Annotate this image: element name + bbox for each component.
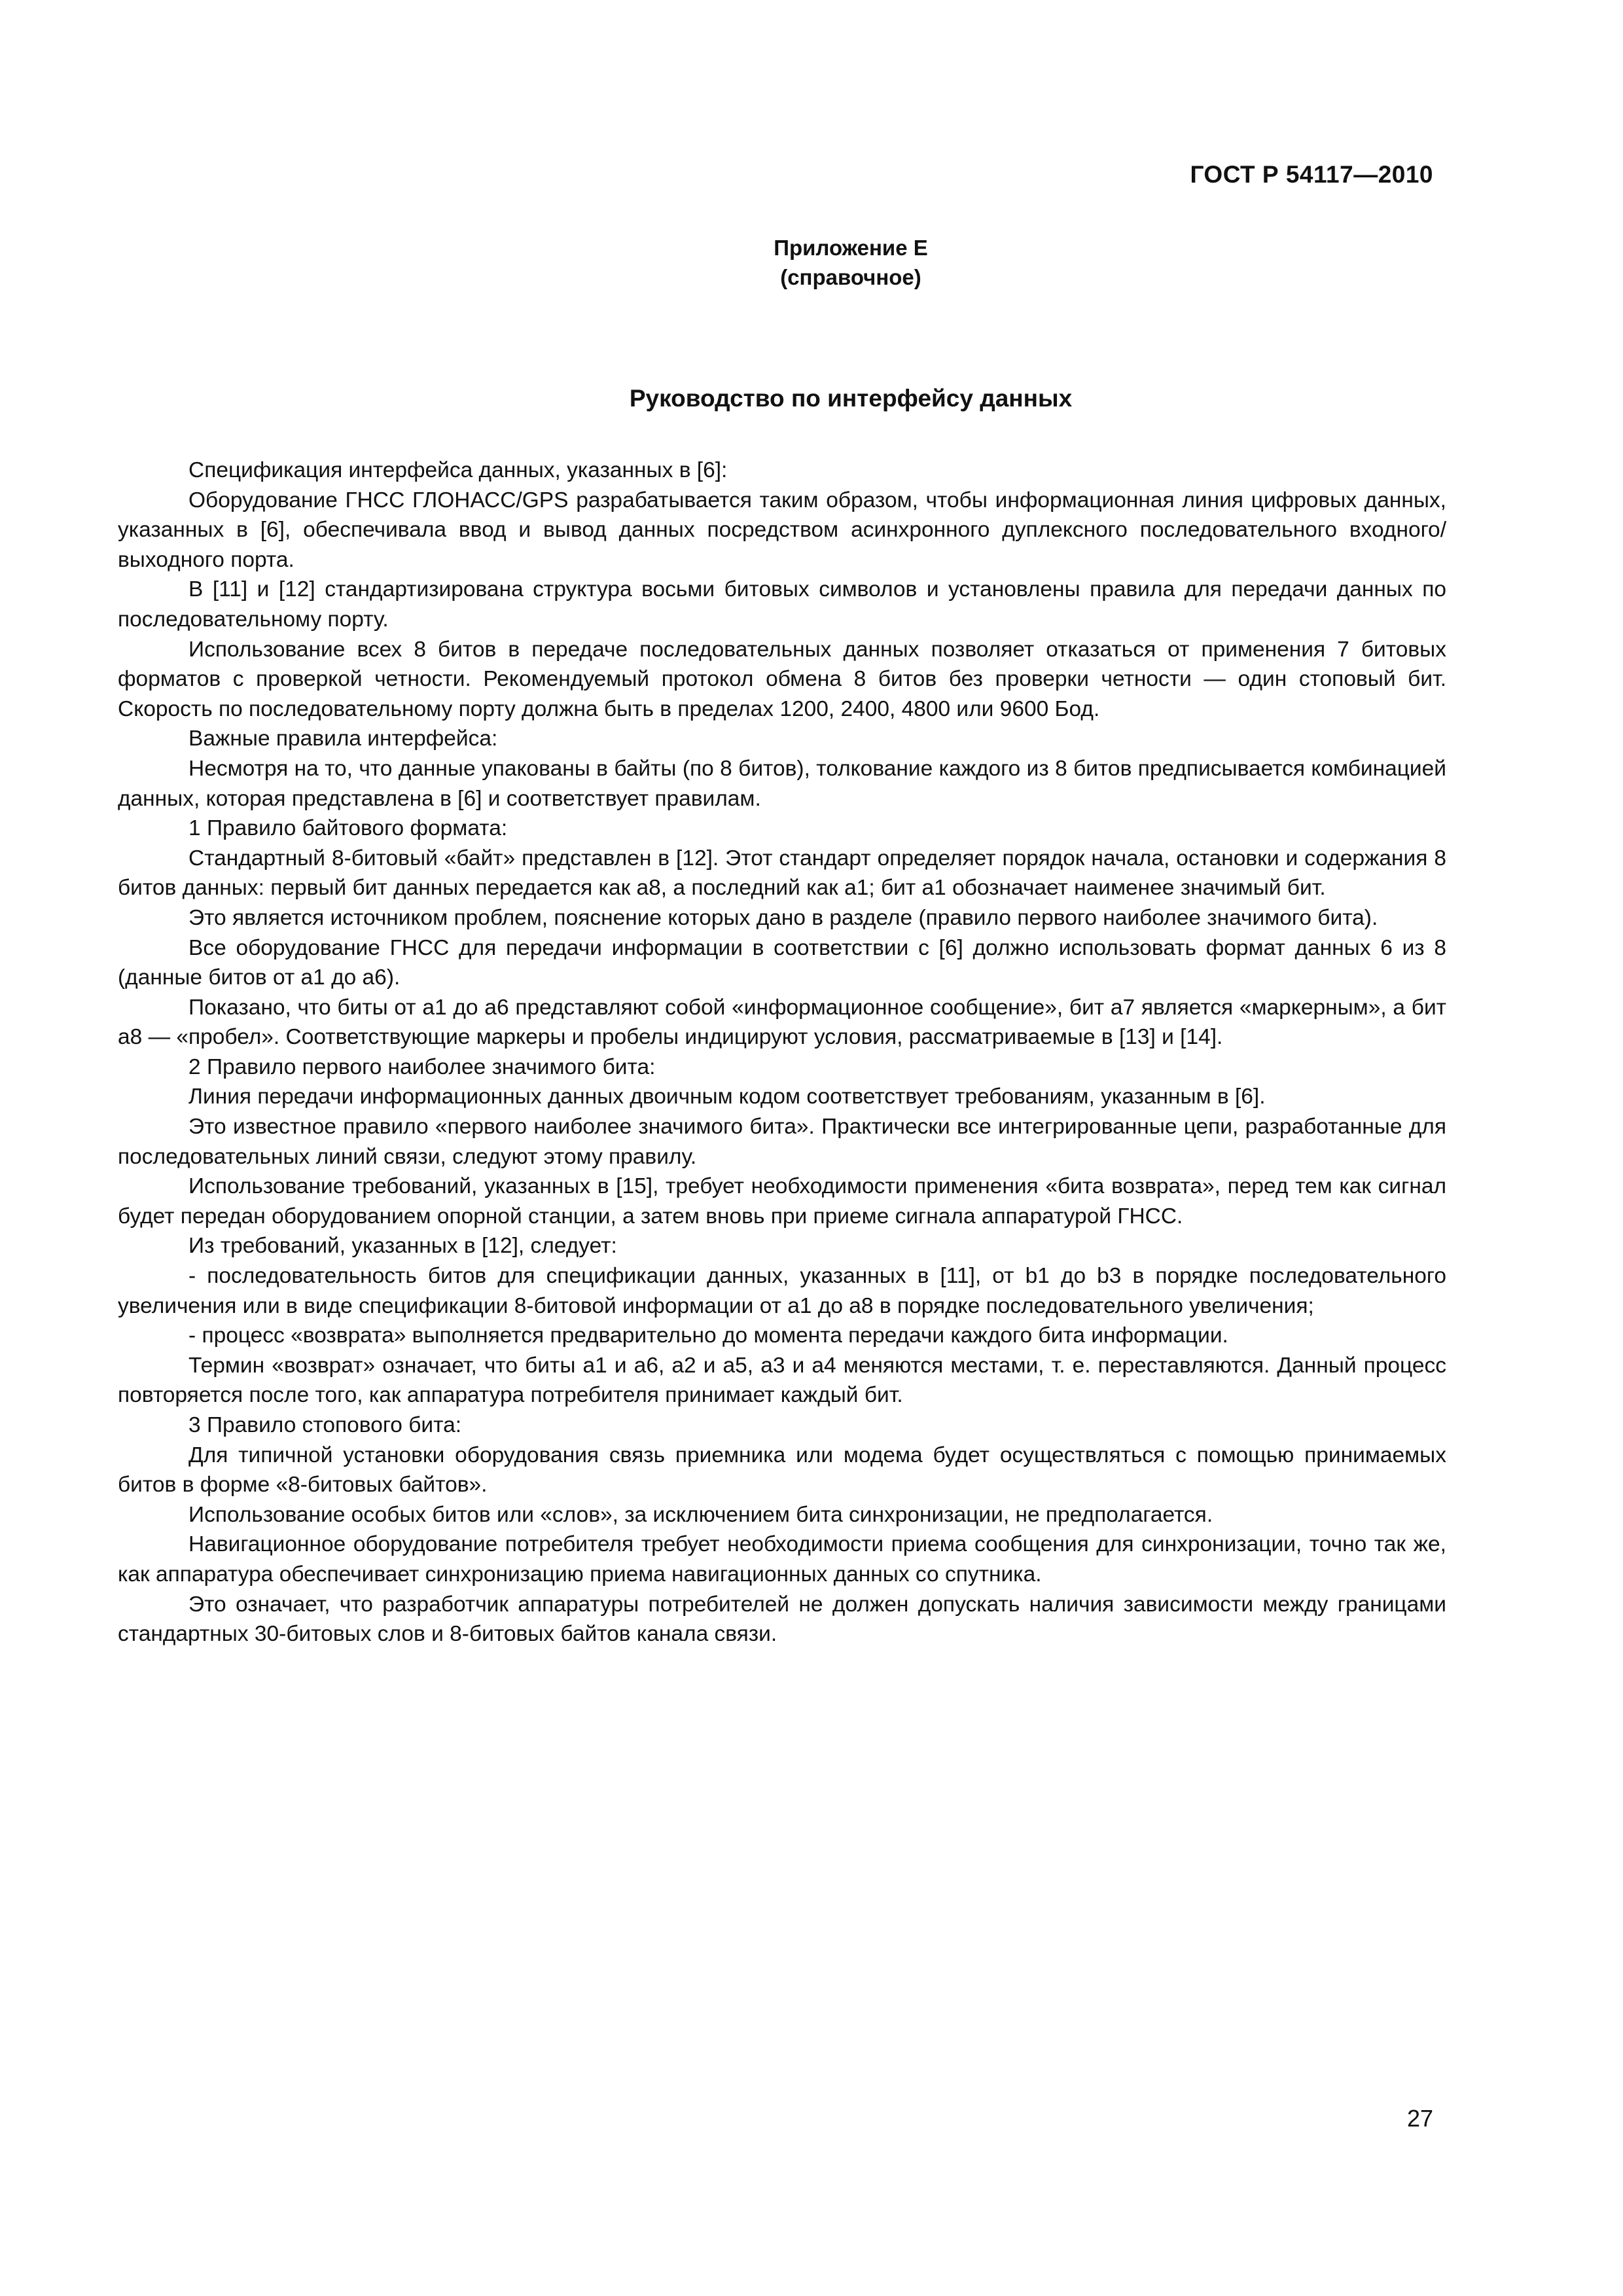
paragraph: Использование всех 8 битов в передаче последовательных данных позволяет отказаться от применения 7 битовых форматов с проверкой четности. Рекомендуемый протокол обмена 8 битов без проверки четности — один стоповый бит. Скорость по последовательному порту должна быть в пределах 1200, 2400, 4800 или 9600 Бод.: [118, 637, 1446, 721]
section-title-text: Руководство по интерфейсу данных: [629, 385, 1073, 412]
paragraph: Несмотря на то, что данные упакованы в байты (по 8 битов), толкование каждого из 8 битов предписывается комбинацией данных, которая представлена в [6] и соответствует правилам.: [118, 756, 1446, 811]
section-title: [0, 385, 1623, 412]
list-item: - процесс «возврата» выполняется предварительно до момента передачи каждого бита информации.: [188, 1323, 1228, 1348]
paragraph: Навигационное оборудование потребителя требует необходимости приема сообщения для синхронизации, точно так же, как аппаратура обеспечивает синхронизацию приема навигационных данных со спутника.: [118, 1532, 1446, 1587]
paragraph: Из требований, указанных в [12], следует:: [188, 1234, 617, 1259]
paragraph: Для типичной установки оборудования связь приемника или модема будет осуществляться с помощью принимаемых битов в форме «8-битовых байтов».: [118, 1443, 1446, 1498]
rule-heading: 2 Правило первого наиболее значимого бита:: [188, 1054, 656, 1079]
paragraph: Линия передачи информационных данных двоичным кодом соответствует требованиям, указанным в [6].: [188, 1085, 1266, 1109]
paragraph: Спецификация интерфейса данных, указанных в [6]:: [188, 458, 728, 482]
appendix-heading: [0, 233, 1623, 292]
paragraph: Оборудование ГНСС ГЛОНАСС/GPS разрабатывается таким образом, чтобы информационная линия цифровых данных, указанных в [6], обеспечивала ввод и вывод данных посредством асинхронного дуплексного последовательного входного/выходного порта.: [118, 488, 1446, 572]
rule-heading: 3 Правило стопового бита:: [188, 1413, 462, 1437]
body-text: [118, 456, 1446, 1649]
paragraph: Все оборудование ГНСС для передачи информации в соответствии с [6] должно использовать формат данных 6 из 8 (данные битов от а1 до а6).: [118, 935, 1446, 990]
paragraph: Важные правила интерфейса:: [188, 726, 498, 751]
appendix-status: (справочное): [780, 265, 921, 289]
paragraph: Использование требований, указанных в [15], требует необходимости применения «бита возврата», перед тем как сигнал будет передан оборудованием опорной станции, а затем вновь при приеме сигнала аппаратурой ГНСС.: [118, 1174, 1446, 1229]
paragraph: Стандартный 8-битовый «байт» представлен в [12]. Этот стандарт определяет порядок начала, остановки и содержания 8 битов данных: первый бит данных передается как а8, а последний как а1; бит а1 обозначает наименее значимый бит.: [118, 846, 1446, 901]
page-number: 27: [1406, 2105, 1433, 2132]
paragraph: Термин «возврат» означает, что биты а1 и а6, а2 и а5, а3 и а4 меняются местами, т. е. переставляются. Данный процесс повторяется после того, как аппаратура потребителя принимает каждый бит.: [118, 1353, 1446, 1408]
document-code: ГОСТ Р 54117—2010: [1190, 161, 1433, 188]
paragraph: Показано, что биты от а1 до а6 представляют собой «информационное сообщение», бит а7 является «маркерным», а бит а8 — «пробел». Соответствующие маркеры и пробелы индицируют условия, рассматриваемые в [13] и [14].: [118, 995, 1446, 1050]
list-item: - последовательность битов для спецификации данных, указанных в [11], от b1 до b3 в порядке последовательного увеличения или в виде спецификации 8-битовой информации от а1 до а8 в порядке последовательного увеличения;: [118, 1264, 1446, 1318]
paragraph: В [11] и [12] стандартизирована структура восьми битовых символов и установлены правила для передачи данных по последовательному порту.: [118, 577, 1446, 632]
paragraph: Это означает, что разработчик аппаратуры потребителей не должен допускать наличия зависимости между границами стандартных 30-битовых слов и 8-битовых байтов канала связи.: [118, 1592, 1446, 1647]
appendix-label: Приложение Е: [774, 236, 928, 260]
paragraph: Использование особых битов или «слов», за исключением бита синхронизации, не предполагается.: [188, 1502, 1213, 1527]
paragraph: Это известное правило «первого наиболее значимого бита». Практически все интегрированные цепи, разработанные для последовательных линий связи, следуют этому правилу.: [118, 1115, 1446, 1169]
paragraph: Это является источником проблем, пояснение которых дано в разделе (правило первого наиболее значимого бита).: [188, 905, 1378, 930]
rule-heading: 1 Правило байтового формата:: [188, 816, 508, 841]
